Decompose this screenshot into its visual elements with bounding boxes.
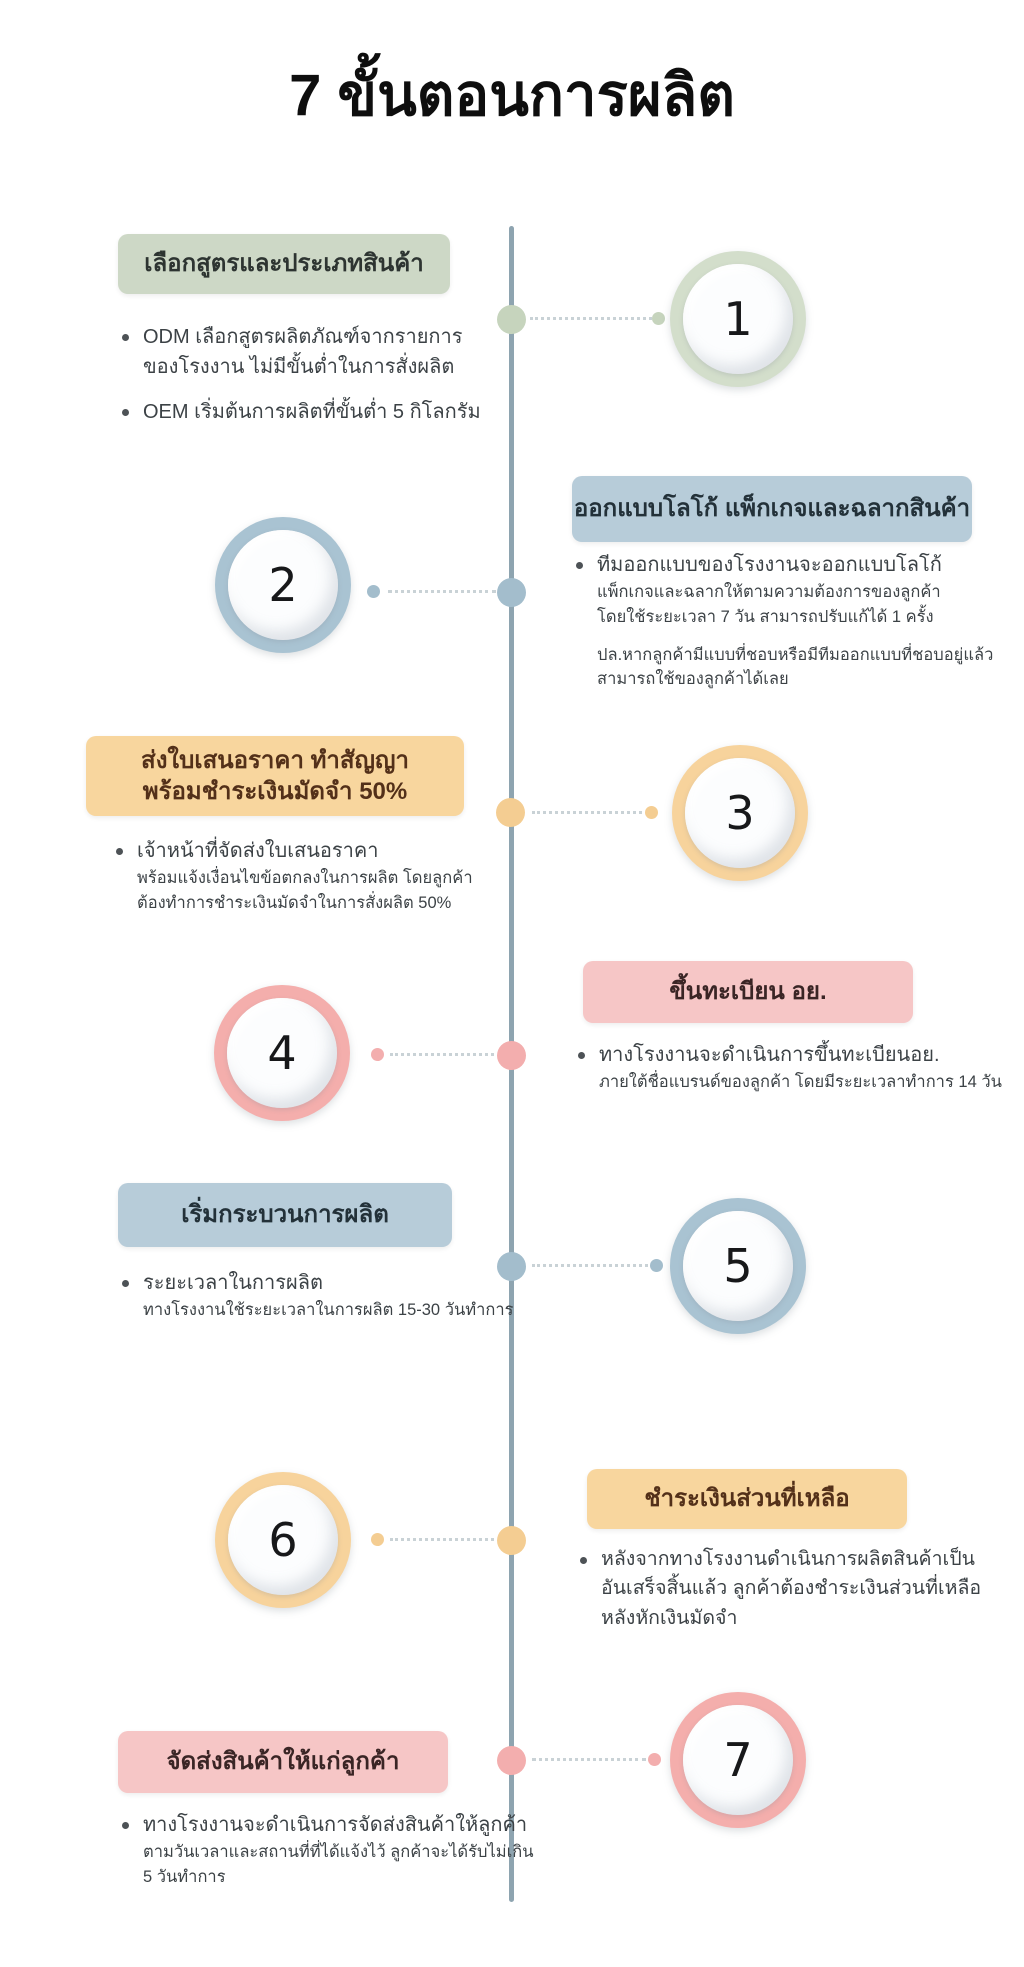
step-7-connector-dot xyxy=(648,1753,661,1766)
step-7-bullets xyxy=(122,1810,534,1890)
step-7-timeline-dot xyxy=(497,1746,526,1775)
step-2-bullet-1-detail-1: แพ็กเกจและฉลากให้ตามความต้องการของลูกค้า xyxy=(597,583,941,601)
step-4-number: 4 xyxy=(267,1026,297,1080)
step-7-connector-dotted-line xyxy=(532,1758,646,1761)
step-3-bullet-1-detail-2: ต้องทำการชำระเงินมัดจำในการสั่งผลิต 50% xyxy=(137,893,452,912)
step-5-label-text: เริ่มกระบวนการผลิต xyxy=(181,1201,389,1229)
step-4-bullet-1-detail-1: ภายใต้ชื่อแบรนด์ของลูกค้า โดยมีระยะเวลาทำการ 14 วัน xyxy=(599,1073,1002,1091)
step-2-number: 2 xyxy=(268,558,298,612)
step-7-label xyxy=(118,1731,448,1793)
step-1-number: 1 xyxy=(723,292,753,346)
step-1-bullet-2: OEM เริ่มต้นการผลิตที่ขั้นต่ำ 5 กิโลกรัม xyxy=(143,401,481,423)
step-7-circle-inner xyxy=(683,1705,793,1815)
bullet-item xyxy=(122,1810,534,1890)
step-3-label-line-1: ส่งใบเสนอราคา ทำสัญญา xyxy=(141,746,409,774)
step-6-label-text: ชำระเงินส่วนที่เหลือ xyxy=(644,1485,850,1513)
step-2-bullet-1-detail-2: โดยใช้ระยะเวลา 7 วัน สามารถปรับแก้ได้ 1 ครั้ง xyxy=(597,607,934,626)
bullet-dot-icon xyxy=(122,1822,129,1829)
page-title: 7 ขั้นตอนการผลิต xyxy=(289,63,735,128)
step-1-label-text: เลือกสูตรและประเภทสินค้า xyxy=(144,250,424,278)
step-5-number: 5 xyxy=(723,1239,753,1293)
step-6-bullet-1-detail-1: อันเสร็จสิ้นแล้ว ลูกค้าต้องชำระเงินส่วนที่เหลือ xyxy=(601,1577,982,1600)
step-1-bullet-1-detail: ของโรงงาน ไม่มีขั้นต่ำในการสั่งผลิต xyxy=(143,356,455,378)
step-6-number: 6 xyxy=(268,1513,298,1567)
step-2-bullet-1: ทีมออกแบบของโรงงานจะออกแบบโลโก้ xyxy=(597,554,942,576)
step-7-bullet-1: ทางโรงงานจะดำเนินการจัดส่งสินค้าให้ลูกค้า xyxy=(143,1814,528,1836)
step-7-circle xyxy=(670,1692,806,1828)
step-7-number: 7 xyxy=(723,1733,753,1787)
step-1-bullet-1: ODM เลือกสูตรผลิตภัณฑ์จากรายการ xyxy=(143,326,463,348)
step-3-bullet-1-detail-1: พร้อมแจ้งเงื่อนไขข้อตกลงในการผลิต โดยลูกค้า xyxy=(137,869,473,887)
step-4-label-text: ขึ้นทะเบียน อย. xyxy=(669,978,827,1006)
step-5-bullet-1: ระยะเวลาในการผลิต xyxy=(143,1272,323,1294)
step-7-bullet-1-detail-2: 5 วันทำการ xyxy=(143,1867,226,1886)
step-2-note-line-2: สามารถใช้ของลูกค้าได้เลย xyxy=(597,670,789,689)
step-2-label-text: ออกแบบโลโก้ แพ็กเกจและฉลากสินค้า xyxy=(573,495,971,523)
step-4-bullet-1: ทางโรงงานจะดำเนินการขึ้นทะเบียนอย. xyxy=(599,1044,940,1066)
step-5-bullet-1-detail-1: ทางโรงงานใช้ระยะเวลาในการผลิต 15-30 วันทำการ xyxy=(143,1301,514,1319)
step-6-bullet-1: หลังจากทางโรงงานดำเนินการผลิตสินค้าเป็น xyxy=(601,1548,975,1570)
step-3-number: 3 xyxy=(725,786,755,840)
step-3-label-line-2: พร้อมชำระเงินมัดจำ 50% xyxy=(142,778,408,805)
step-3-bullet-1: เจ้าหน้าที่จัดส่งใบเสนอราคา xyxy=(137,840,379,862)
step-7-bullet-1-detail-1: ตามวันเวลาและสถานที่ที่ได้แจ้งไว้ ลูกค้าจะได้รับไม่เกิน xyxy=(143,1843,534,1861)
step-7-label-text: จัดส่งสินค้าให้แก่ลูกค้า xyxy=(166,1748,400,1776)
step-6-bullet-1-detail-2: หลังหักเงินมัดจำ xyxy=(601,1606,738,1629)
step-2-note-line-1: ปล.หากลูกค้ามีแบบที่ชอบหรือมีทีมออกแบบที่ชอบอยู่แล้ว xyxy=(597,645,994,664)
